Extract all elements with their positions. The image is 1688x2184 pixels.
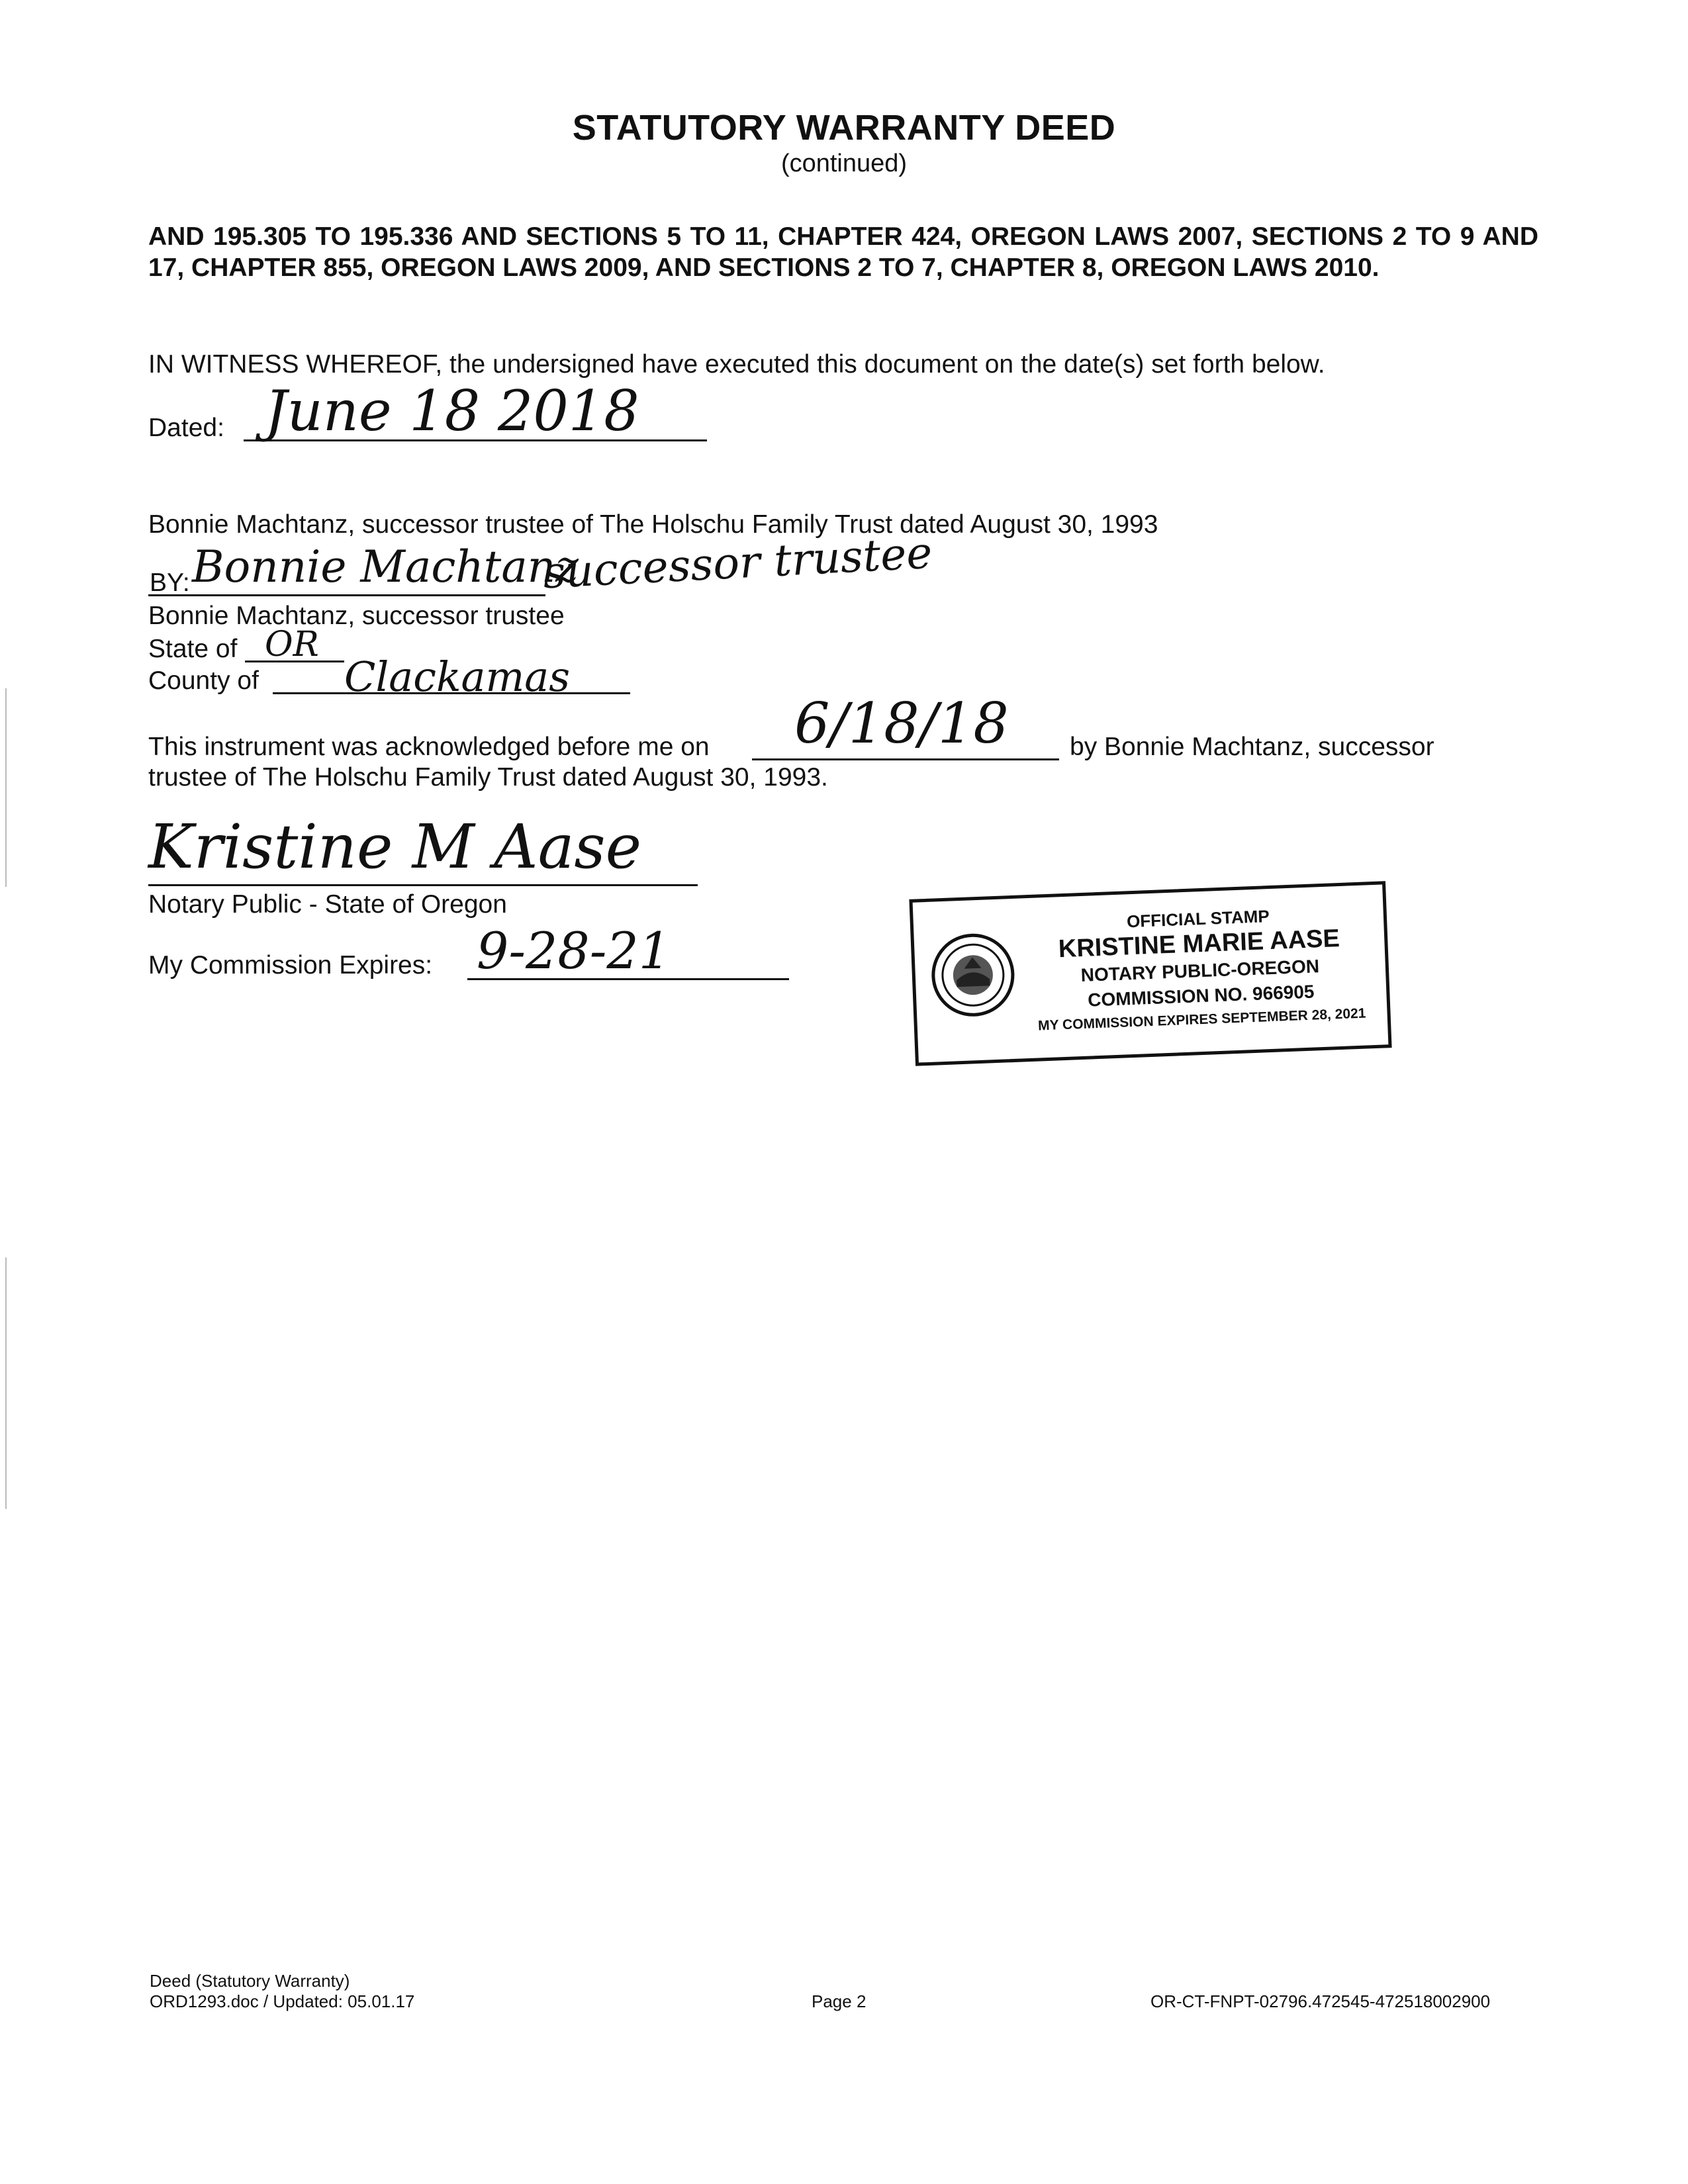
- signer-name: Bonnie Machtanz, successor trustee: [148, 602, 565, 630]
- ack-line-2: trustee of The Holschu Family Trust dated August 30, 1993.: [148, 763, 828, 792]
- footer-page-number: Page 2: [812, 1991, 867, 2011]
- grantor-line: Bonnie Machtanz, successor trustee of The Holschu Family Trust dated August 30, 1993: [148, 510, 1158, 539]
- ack-suffix: by Bonnie Machtanz, successor: [1070, 733, 1434, 761]
- ack-date-handwritten: 6/18/18: [794, 691, 1009, 756]
- grantor-signature: Bonnie Machtanz: [192, 541, 579, 592]
- witness-statement: IN WITNESS WHEREOF, the undersigned have executed this document on the date(s) set forth below.: [148, 350, 1325, 379]
- scan-margin-mark: [5, 688, 7, 887]
- notary-signature: Kristine M Aase: [148, 811, 642, 882]
- document-title: STATUTORY WARRANTY DEED: [572, 108, 1116, 148]
- dated-label: Dated:: [148, 414, 224, 442]
- footer-document-id: OR-CT-FNPT-02796.472545-472518002900: [1150, 1991, 1491, 2011]
- state-handwritten-value: OR: [265, 625, 319, 664]
- commission-handwritten-value: 9-28-21: [477, 921, 671, 980]
- stamp-line-notary: NOTARY PUBLIC-OREGON: [1080, 956, 1320, 986]
- legal-paragraph: AND 195.305 TO 195.336 AND SECTIONS 5 TO 11, CHAPTER 424, OREGON LAWS 2007, SECTIONS 2 TO 9 AND 17, CHAPTER 855, OREGON LAWS 2009, AND SECTIONS 2 TO 7, CHAPTER 8, OREGON LAWS 2010.: [148, 222, 1538, 282]
- stamp-line-name: KRISTINE MARIE AASE: [1058, 925, 1340, 964]
- stamp-line-commission: COMMISSION NO. 966905: [1087, 981, 1315, 1011]
- state-seal-icon: [928, 931, 1017, 1020]
- signature-underline: [148, 594, 545, 596]
- notary-label: Notary Public - State of Oregon: [148, 890, 507, 919]
- dated-handwritten-value: June 18 2018: [265, 379, 639, 443]
- commission-label: My Commission Expires:: [148, 951, 433, 979]
- document-subtitle: (continued): [780, 150, 908, 177]
- scan-margin-mark: [5, 1257, 7, 1509]
- stamp-line-expires: MY COMMISSION EXPIRES SEPTEMBER 28, 2021: [1037, 1005, 1366, 1034]
- notary-signature-underline: [148, 884, 698, 886]
- notary-stamp: [909, 881, 1391, 1066]
- county-handwritten-value: Clackamas: [344, 653, 571, 701]
- county-label: County of: [148, 666, 259, 695]
- footer-left-line-2: ORD1293.doc / Updated: 05.01.17: [150, 1991, 415, 2011]
- signature-title-handwritten: successor trustee: [541, 527, 934, 599]
- state-label: State of: [148, 635, 238, 663]
- by-label: BY:: [150, 569, 190, 597]
- stamp-line-official: OFFICIAL STAMP: [1126, 906, 1270, 932]
- ack-date-underline: [752, 758, 1059, 760]
- ack-prefix: This instrument was acknowledged before me on: [148, 733, 710, 761]
- footer-left-line-1: Deed (Statutory Warranty): [150, 1971, 350, 1991]
